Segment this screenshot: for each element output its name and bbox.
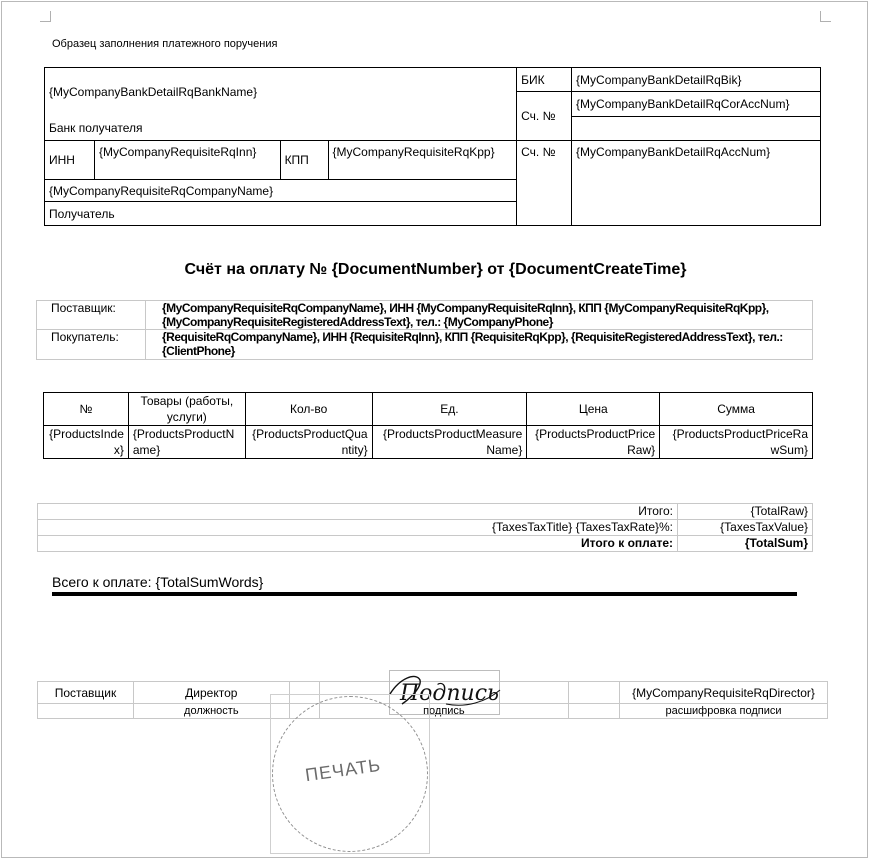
total-pay-value: {TotalSum} bbox=[678, 536, 813, 552]
bank-name: {MyCompanyBankDetailRqBankName} bbox=[45, 68, 517, 117]
signature-gap-cell-2 bbox=[569, 682, 620, 704]
bik-label: БИК bbox=[517, 68, 572, 92]
svg-text:Подпись: Подпись bbox=[400, 681, 500, 706]
signature-caption: подпись bbox=[319, 704, 569, 719]
supplier-label: Поставщик: bbox=[37, 301, 146, 330]
total-sum-words: Всего к оплате: {TotalSumWords} bbox=[52, 574, 264, 590]
account-value: {MyCompanyBankDetailRqAccNum} bbox=[572, 141, 821, 226]
account-label: Сч. № bbox=[517, 141, 572, 226]
divider-line bbox=[52, 592, 797, 596]
crop-mark-top-right bbox=[820, 11, 831, 22]
tax-value: {TaxesTaxValue} bbox=[678, 520, 813, 536]
stamp-text: ПЕЧАТЬ bbox=[303, 754, 383, 786]
bank-recipient-label: Банк получателя bbox=[45, 117, 517, 141]
kpp-label: КПП bbox=[280, 141, 328, 180]
invoice-title: Счёт на оплату № {DocumentNumber} от {DocumentCreateTime} bbox=[184, 261, 687, 278]
corr-account-label: Сч. № bbox=[517, 92, 572, 141]
caption-gap-cell-2 bbox=[569, 704, 620, 719]
company-name: {MyCompanyRequisiteRqCompanyName} bbox=[45, 180, 517, 202]
sample-title: Образец заполнения платежного поручения bbox=[52, 38, 278, 50]
goods-cell-index: {ProductsIndex} bbox=[44, 426, 129, 459]
buyer-value: {RequisiteRqCompanyName}, ИНН {RequisiteRqInn}, КПП {RequisiteRqKpp}, {RequisiteRegisteredAddressText}, тел.: {ClientPhone} bbox=[146, 330, 813, 360]
goods-header-items: Товары (работы, услуги) bbox=[128, 393, 245, 426]
position-caption: должность bbox=[133, 704, 289, 719]
bank-details-table bbox=[44, 67, 821, 226]
goods-cell-unit: {ProductsProductMeasureName} bbox=[372, 426, 527, 459]
table-row bbox=[44, 426, 813, 459]
signature-supplier-label: Поставщик bbox=[38, 682, 134, 704]
total-pay-label: Итого к оплате: bbox=[38, 536, 678, 552]
goods-cell-name: {ProductsProductName} bbox=[128, 426, 245, 459]
goods-cell-price: {ProductsProductPriceRaw} bbox=[527, 426, 660, 459]
total-value: {TotalRaw} bbox=[678, 504, 813, 520]
inn-label: ИНН bbox=[45, 141, 95, 180]
signature-empty-cell bbox=[38, 704, 134, 719]
decode-caption: расшифровка подписи bbox=[620, 704, 828, 719]
goods-cell-sum: {ProductsProductPriceRawSum} bbox=[660, 426, 813, 459]
goods-header-number: № bbox=[44, 393, 129, 426]
goods-header-unit: Ед. bbox=[372, 393, 527, 426]
corr-empty-cell bbox=[572, 117, 821, 141]
goods-cell-quantity: {ProductsProductQuantity} bbox=[245, 426, 372, 459]
buyer-label: Покупатель: bbox=[37, 330, 146, 360]
total-label: Итого: bbox=[38, 504, 678, 520]
tax-label: {TaxesTaxTitle} {TaxesTaxRate}%: bbox=[38, 520, 678, 536]
goods-table bbox=[43, 392, 813, 459]
inn-value: {MyCompanyRequisiteRqInn} bbox=[94, 141, 280, 180]
corr-account-value: {MyCompanyBankDetailRqCorAccNum} bbox=[572, 92, 821, 117]
signature-director: {MyCompanyRequisiteRqDirector} bbox=[620, 682, 828, 704]
parties-table bbox=[36, 300, 813, 360]
signature-position: Директор bbox=[133, 682, 289, 704]
supplier-value: {MyCompanyRequisiteRqCompanyName}, ИНН {MyCompanyRequisiteRqInn}, КПП {MyCompanyRequisiteRqKpp}, {MyCompanyRequisiteRegisteredAddressText}, тел.: {MyCompanyPhone} bbox=[146, 301, 813, 330]
crop-mark-top-left bbox=[40, 11, 51, 22]
bik-value: {MyCompanyBankDetailRqBik} bbox=[572, 68, 821, 92]
goods-header-price: Цена bbox=[527, 393, 660, 426]
goods-header-quantity: Кол-во bbox=[245, 393, 372, 426]
kpp-value: {MyCompanyRequisiteRqKpp} bbox=[328, 141, 517, 180]
totals-table bbox=[37, 503, 813, 552]
goods-header-sum: Сумма bbox=[660, 393, 813, 426]
recipient-label: Получатель bbox=[45, 202, 517, 226]
